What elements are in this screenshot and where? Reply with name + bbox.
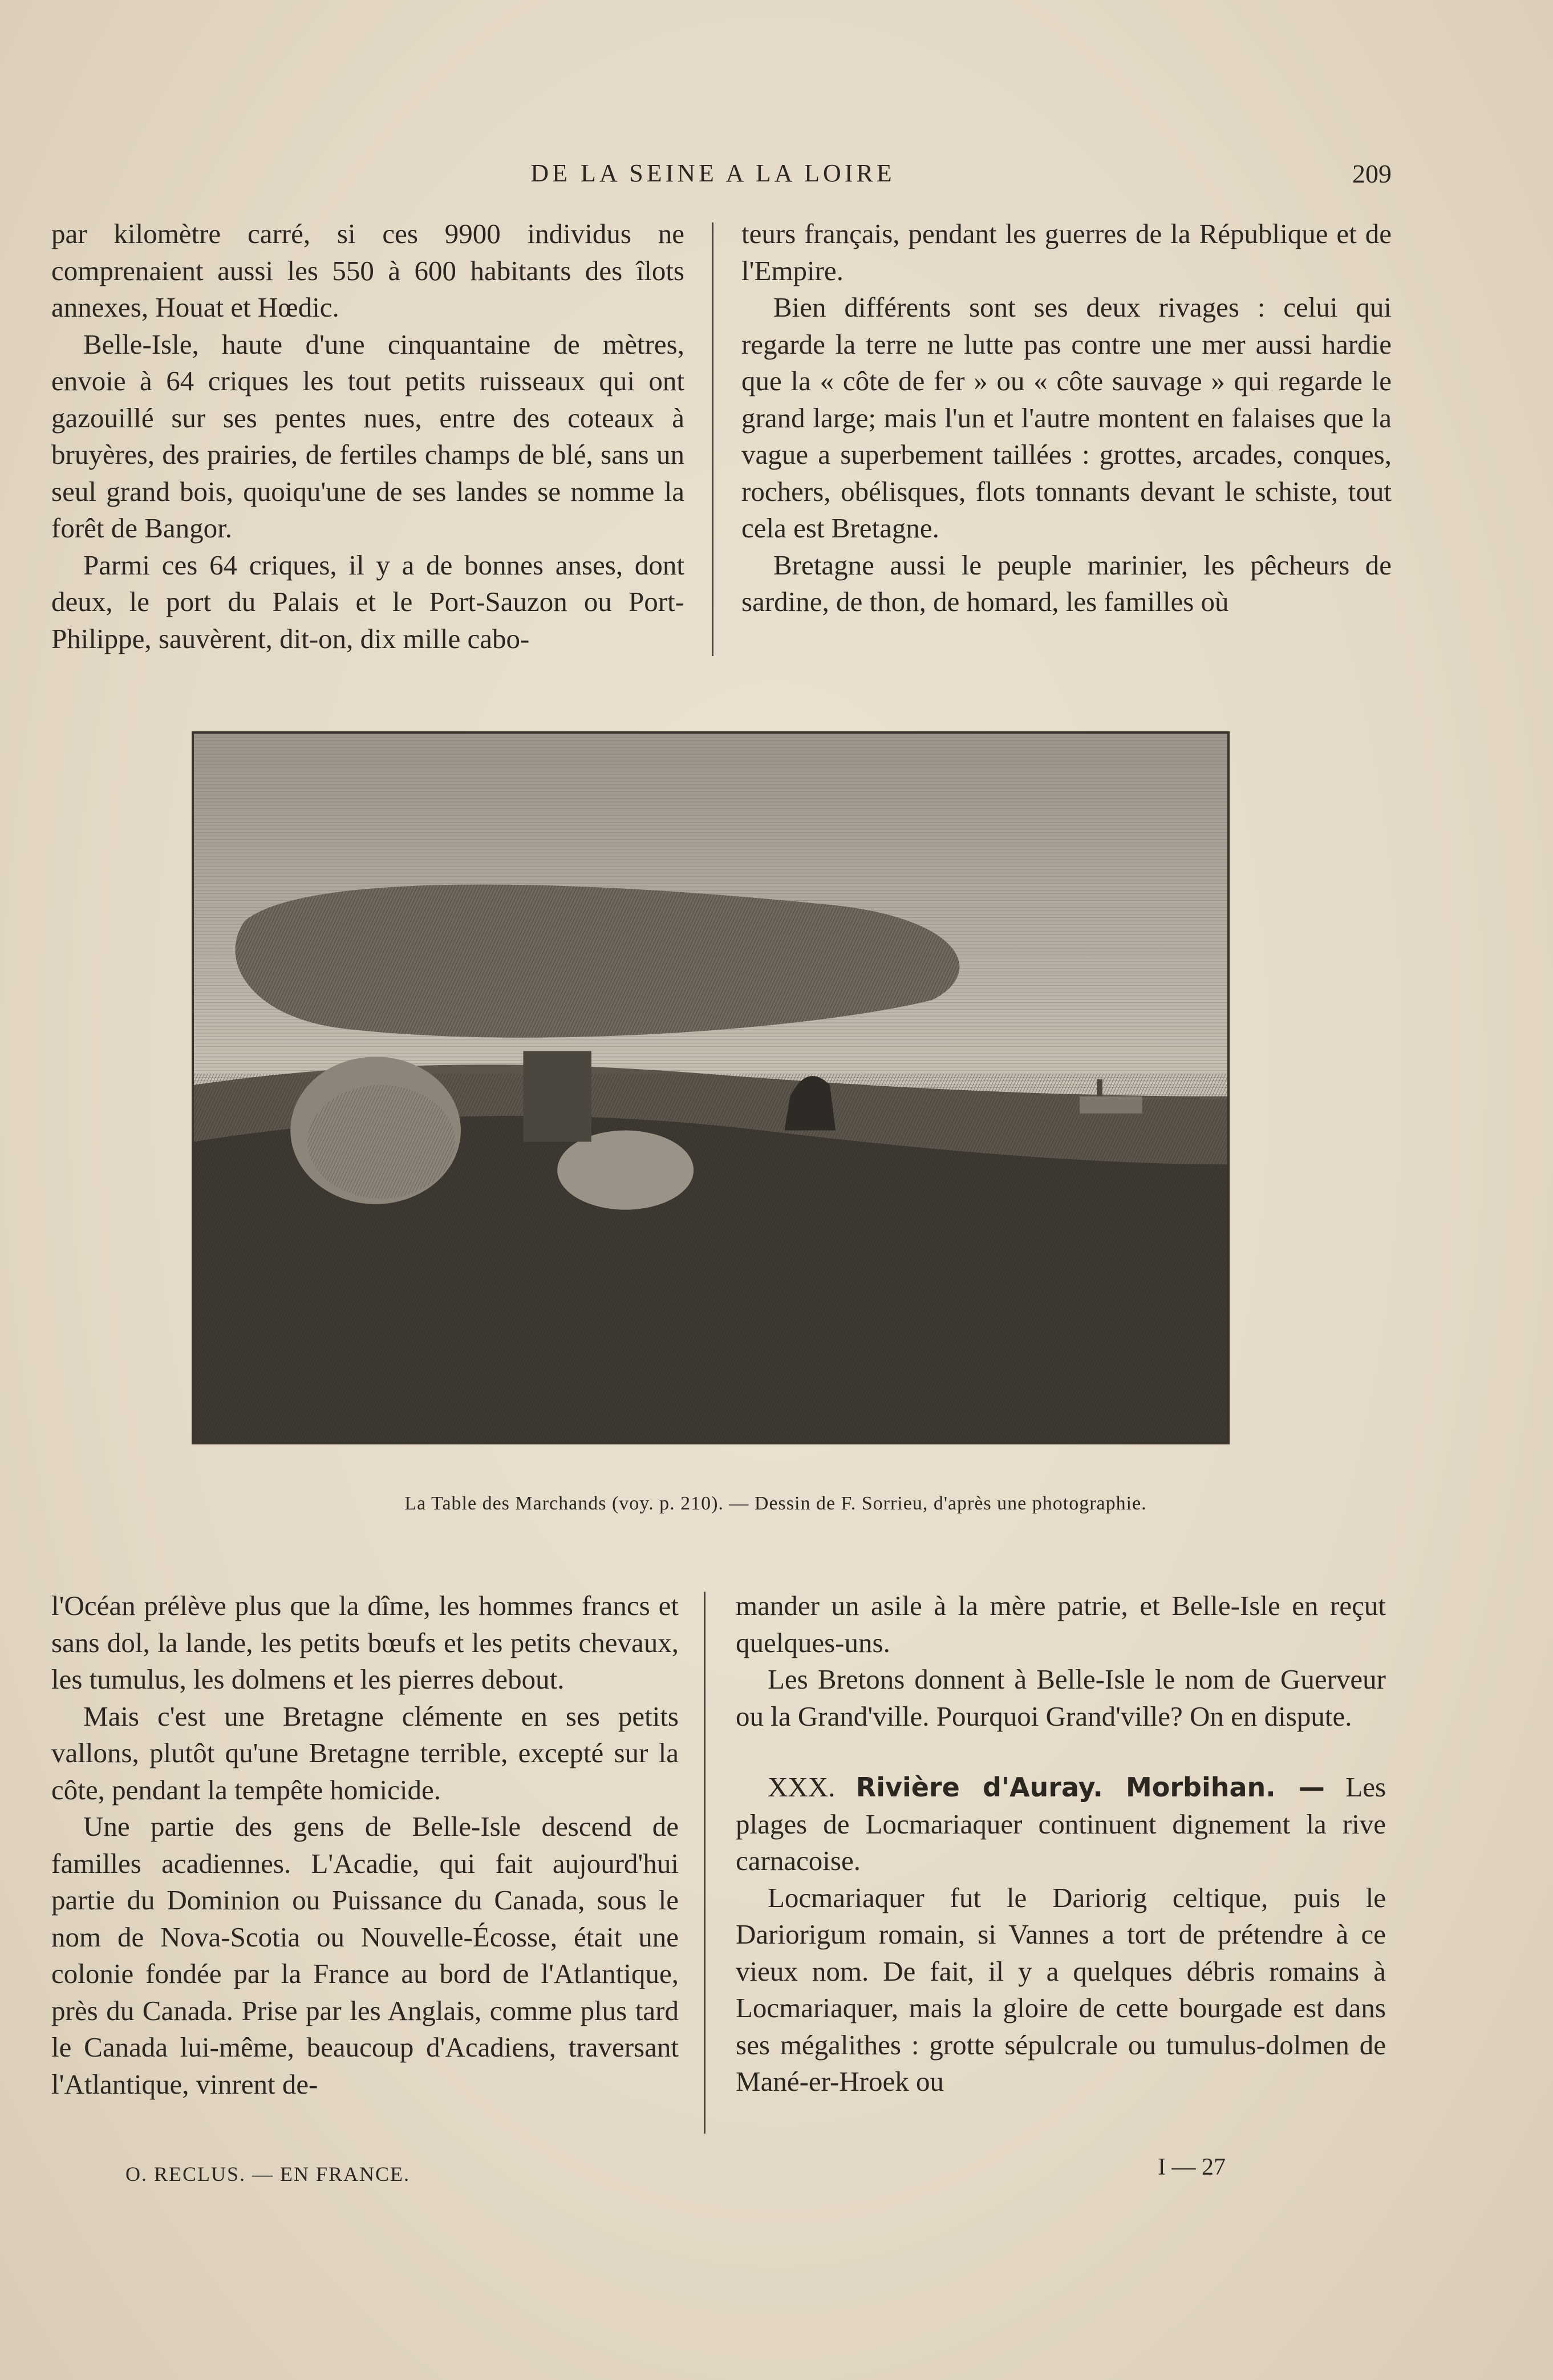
column-divider [704,1592,705,2134]
section-spacer [736,1735,1386,1769]
column-bottom-right [736,1588,1386,2100]
paragraph: l'Océan prélève plus que la dîme, les hommes francs et sans dol, la lande, les petits bœufs et les petits chevaux, les tumulus, les dolmens et les pierres debout. [51,1590,679,1695]
paragraph: Bretagne aussi le peuple marinier, les pêcheurs de sardine, de thon, de homard, les familles où [741,549,1392,617]
section-number: XXX. [768,1771,836,1803]
footer-author: O. RECLUS. — EN FRANCE. [125,2163,411,2185]
running-title: DE LA SEINE A LA LOIRE [530,159,895,187]
page-number: 209 [1352,159,1392,188]
section-text: Les plages de Locmariaquer continuent dignement la rive carnacoise. [736,1771,1386,1876]
figure-caption: La Table des Marchands (voy. p. 210). — Dessin de F. Sorrieu, d'après une photographie. [404,1493,1147,1514]
paragraph: Parmi ces 64 criques, il y a de bonnes anses, dont deux, le port du Palais et le Port-Sauzon ou Port-Philippe, sauvèrent, dit-on, dix mille cabo- [51,549,684,654]
section-paragraph [736,1769,1386,1880]
paragraph: Locmariaquer fut le Dariorig celtique, puis le Dariorigum romain, si Vannes a tort de prétendre à ce vieux nom. De fait, il y a quelques débris romains à Locmariaquer, mais la gloire de cette bourgade est dans ses mégalithes : grotte sépulcrale ou tumulus-dolmen de Mané-er-Hroek ou [736,1881,1386,2097]
column-top-left [51,216,684,657]
paragraph: Une partie des gens de Belle-Isle descend de familles acadiennes. L'Acadie, qui fait aujourd'hui partie du Dominion ou Puissance du Canada, sous le nom de Nova-Scotia ou Nouvelle-Écosse, était une colonie fondée par la France au bord de l'Atlantique, près du Canada. Prise par les Anglais, comme plus tard le Canada lui-même, beaucoup d'Acadiens, traversant l'Atlantique, vinrent de- [51,1811,679,2100]
column-divider [712,222,713,656]
paragraph: mander un asile à la mère patrie, et Belle-Isle en reçut quelques-uns. [736,1590,1386,1658]
paragraph: Bien différents sont ses deux rivages : celui qui regarde la terre ne lutte pas contre une mer aussi hardie que la « côte de fer » ou « côte sauvage » qui regarde le grand large; mais l'un et l'autre montent en falaises que la vague a superbement taillées : grottes, arcades, conques, rochers, obélisques, flots tonnants devant le schiste, tout cela est Bretagne. [741,292,1392,544]
section-heading: Rivière d'Auray. Morbihan. — [855,1772,1325,1803]
column-bottom-left [51,1588,679,2103]
dolmen-engraving [192,731,1230,1444]
paragraph: par kilomètre carré, si ces 9900 individus ne comprenaient aussi les 550 à 600 habitants des îlots annexes, Houat et Hœdic. [51,218,684,323]
paragraph: Mais c'est une Bretagne clémente en ses petits vallons, plutôt qu'une Bretagne terrible, excepté sur la côte, pendant la tempête homicide. [51,1700,679,1806]
paragraph: teurs français, pendant les guerres de la République et de l'Empire. [741,218,1392,286]
footer-signature: I — 27 [1158,2154,1226,2180]
paragraph: Les Bretons donnent à Belle-Isle le nom de Guerveur ou la Grand'ville. Pourquoi Grand'ville? On en dispute. [736,1663,1386,1732]
paragraph: Belle-Isle, haute d'une cinquantaine de mètres, envoie à 64 criques les tout petits ruisseaux qui ont gazouillé sur ses pentes nues, entre des coteaux à bruyères, des prairies, de fertiles champs de blé, sans un seul grand bois, quoiqu'une de ses landes se nomme la forêt de Bangor. [51,328,684,544]
column-top-right [741,216,1392,621]
